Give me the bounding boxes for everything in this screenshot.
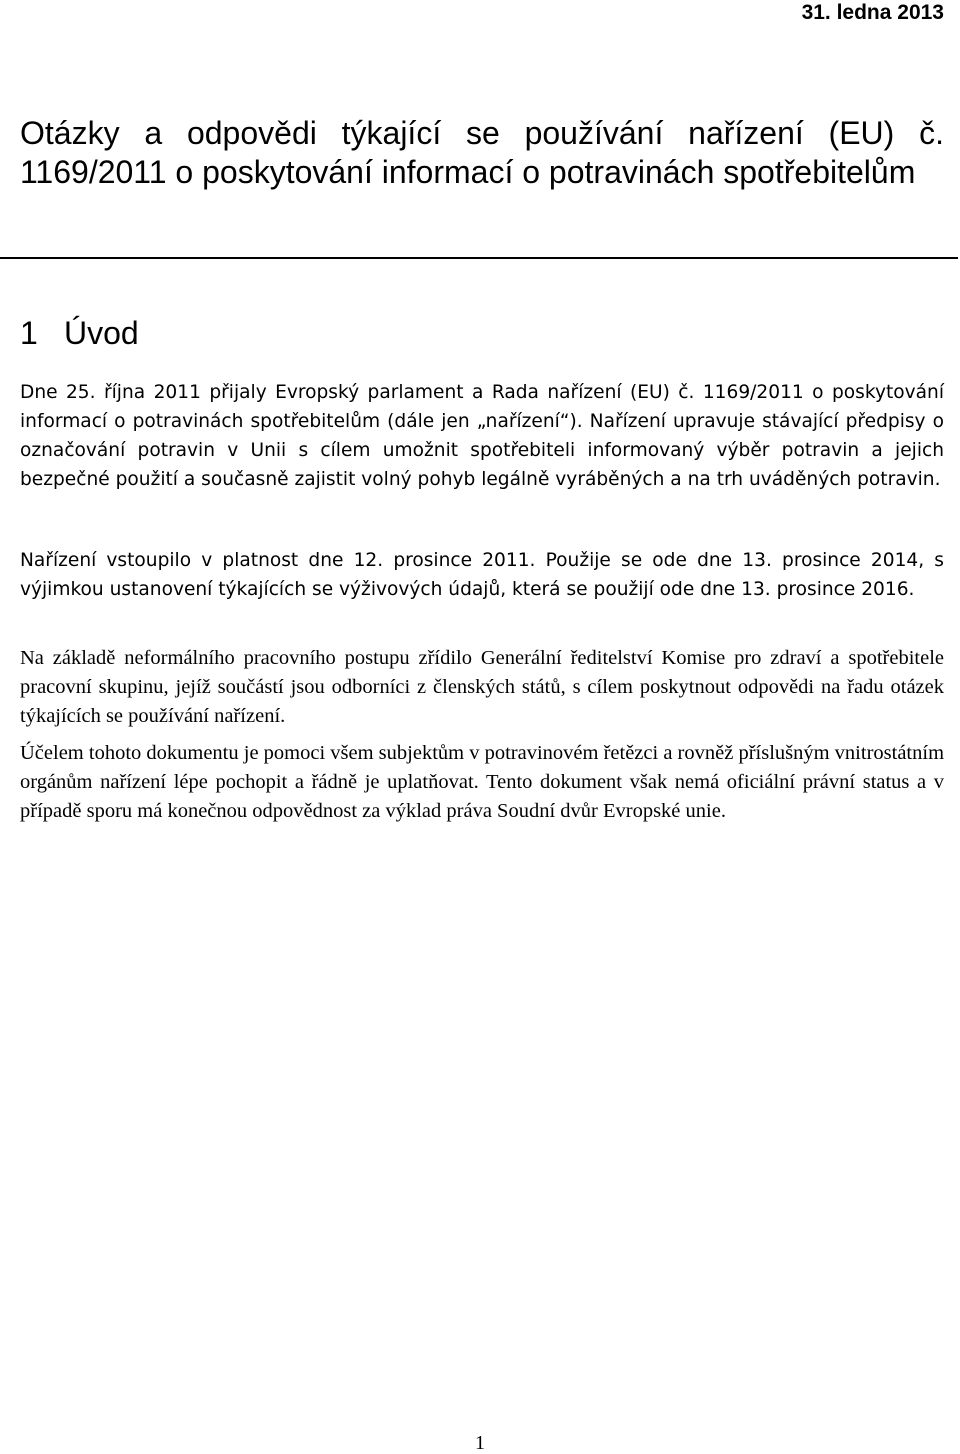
section-number: 1 [20,315,38,351]
paragraph-working-group: Na základě neformálního pracovního postupu zřídilo Generální ředitelství Komise pro zdraví a spotřebitele pracovní skupinu, jejíž součástí jsou odborníci z členských států, s cílem poskytnout odpovědi na řadu otázek týkajících se používání nařízení. [20,647,944,727]
section-title: Úvod [64,315,139,351]
section-heading [20,313,139,353]
paragraph-purpose: Účelem tohoto dokumentu je pomoci všem subjektům v potravinovém řetězci a rovněž příslušným vnitrostátním orgánům nařízení lépe pochopit a řádně je uplatňovat. Tento dokument však nemá oficiální právní status a v případě sporu má konečnou odpovědnost za výklad práva Soudní dvůr Evropské unie. [20,742,945,822]
page-number: 1 [475,1432,485,1454]
paragraph-validity: Nařízení vstoupilo v platnost dne 12. prosince 2011. Použije se ode dne 13. prosince 2014, s výjimkou ustanovení týkajících se výživových údajů, která se použijí ode dne 13. prosince 2016. [20,550,944,600]
title-divider [0,257,958,259]
document-title: Otázky a odpovědi týkající se používání nařízení (EU) č. 1169/2011 o poskytování informací o potravinách spotřebitelům [20,115,944,190]
header-date: 31. ledna 2013 [801,1,944,24]
paragraph-intro: Dne 25. října 2011 přijaly Evropský parlament a Rada nařízení (EU) č. 1169/2011 o poskytování informací o potravinách spotřebitelům (dále jen „nařízení“). Nařízení upravuje stávající předpisy o označování potravin v Unii s cílem umožnit spotřebiteli informovaný výběr potravin a jejich bezpečné použití a současně zajistit volný pohyb legálně vyráběných a na trh uváděných potravin. [20,382,944,490]
